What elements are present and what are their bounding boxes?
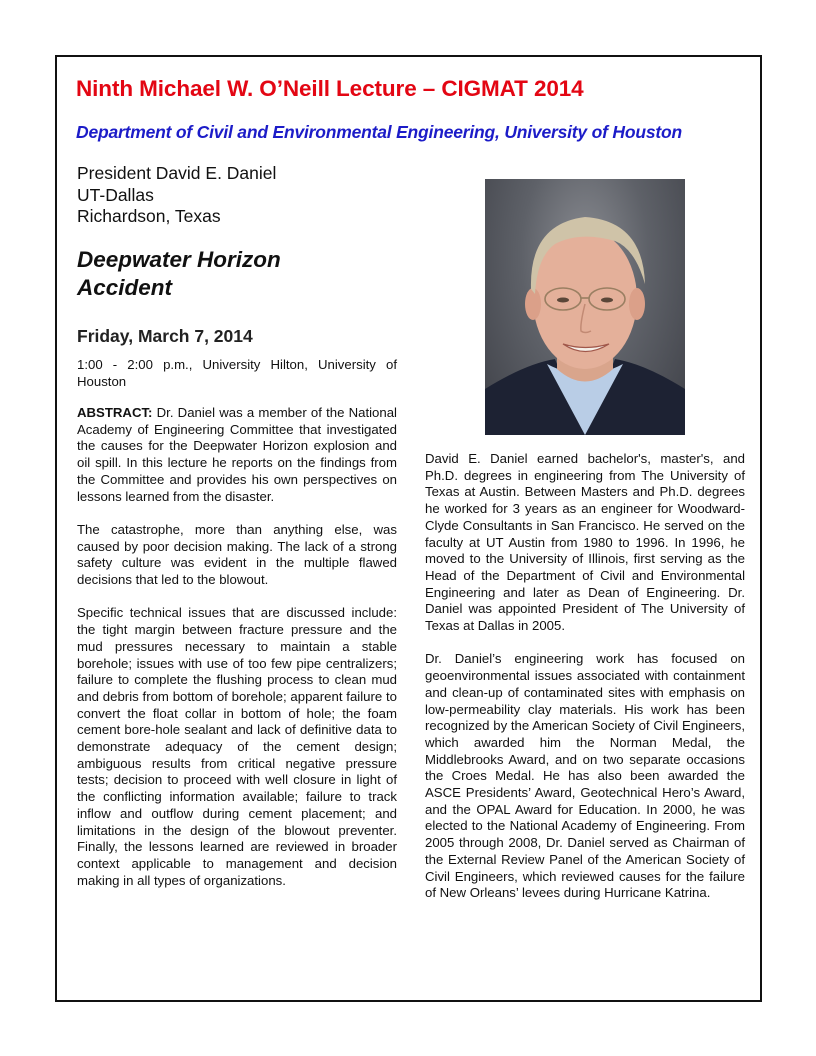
talk-title-line1: Deepwater Horizon: [77, 247, 281, 272]
abstract-paragraph-1: [77, 405, 397, 505]
speaker-block: [77, 163, 276, 228]
bio-paragraph-1: David E. Daniel earned bachelor's, master's, and Ph.D. degrees in engineering from The University of Texas at Austin. Between Masters and Ph.D. degrees he worked for 3 years as an engineer for Woodward-Clyde Consultants in San Francisco. He served on the faculty at UT Austin from 1980 to 1996. In 1996, he moved to the University of Illinois, first serving as the Head of the Department of Civil and Environmental Engineering and later as Dean of Engineering. Dr. Daniel was appointed President of The University of Texas at Dallas in 2005.: [425, 451, 745, 634]
abstract-label: ABSTRACT:: [77, 405, 153, 420]
department-subtitle: Department of Civil and Environmental Engineering, University of Houston: [76, 122, 682, 142]
speaker-affiliation: UT-Dallas: [77, 184, 154, 205]
lecture-title: Ninth Michael W. O’Neill Lecture – CIGMAT 2014: [76, 76, 584, 101]
bio-column: [425, 451, 745, 919]
abstract-paragraph-3: Specific technical issues that are discussed include: the tight margin between fracture pressure and the mud pressures necessary to maintain a stable borehole; issues with use of too few pipe centralizers; failure to complete the flushing process to clean mud and debris from bottom of borehole; apparent failure to convert the float collar in bottom of hole; the foam cement bore-hole sealant and lack of definitive data to demonstrate adequacy of the cement design; ambiguous results from critical negative pressure tests; decision to proceed with well closure in light of the conflicting information available; failure to track inflow and outflow during cement placement; and limitations in the design of the blowout preventer. Finally, the lessons learned are reviewed in broader context applicable to management and decision making in all types of organizations.: [77, 605, 397, 888]
talk-title-line2: Accident: [77, 275, 173, 300]
bio-paragraph-2: Dr. Daniel’s engineering work has focused on geoenvironmental issues associated with containment and clean-up of contaminated sites with emphasis on low-permeability clay materials. His work has been recognized by the American Society of Civil Engineers, which awarded him the Norman Medal, the Middlebrooks Award, and on two separate occasions the Croes Medal. He has also been awarded the ASCE Presidents’ Award, Geotechnical Hero’s Award, and the OPAL Award for Education. In 2000, he was elected to the National Academy of Engineering. From 2005 through 2008, Dr. Daniel served as Chairman of the External Review Panel of the American Society of Civil Engineers, which reviewed causes for the failure of New Orleans’ levees during Hurricane Katrina.: [425, 651, 745, 901]
talk-date: Friday, March 7, 2014: [77, 326, 253, 346]
speaker-location: Richardson, Texas: [77, 206, 221, 226]
ear-left: [525, 288, 541, 320]
talk-title: [77, 246, 281, 302]
abstract-paragraph-2: The catastrophe, more than anything else, was caused by poor decision making. The lack of a strong safety culture was evident in the multiple flawed decisions that led to the blowout.: [77, 521, 397, 588]
talk-time-place: 1:00 - 2:00 p.m., University Hilton, University of Houston: [77, 357, 397, 389]
abstract-text-1: Dr. Daniel was a member of the National Academy of Engineering Committee that investigated the causes for the Deepwater Horizon explosion and oil spill. In this lecture he reports on the findings from the Committee and provides his own perspectives on lessons learned from the disaster.: [77, 405, 397, 504]
portrait-illustration: [485, 179, 685, 435]
speaker-name: President David E. Daniel: [77, 163, 277, 183]
ear-right: [629, 288, 645, 320]
abstract-column: [77, 405, 397, 906]
speaker-portrait-photo: [485, 179, 685, 435]
